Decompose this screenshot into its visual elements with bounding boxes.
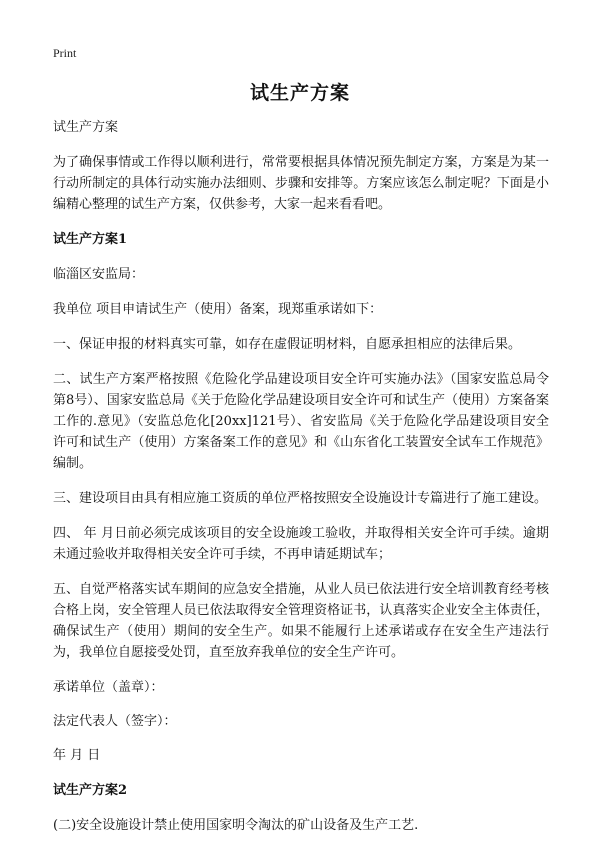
sign-date: 年 月 日 — [53, 748, 101, 763]
opening-paragraph: 我单位 项目申请试生产（使用）备案，现郑重承诺如下： — [53, 302, 383, 317]
sign-representative: 法定代表人（签字）： — [53, 714, 177, 729]
section2-item-1: (二)安全设施设计禁止使用国家明令淘汰的矿山设备及生产工艺. — [53, 818, 419, 833]
section-heading-2: 试生产方案2 — [53, 783, 128, 798]
commitment-item-4: 四、 年 月日前必须完成该项目的安全设施竣工验收，并取得相关安全许可手续。逾期未通过验收并取得相关安全许可手续，不再申请延期试车； — [53, 526, 549, 562]
commitment-item-5: 五、自觉严格落实试车期间的应急安全措施，从业人员已依法进行安全培训教育经考核合格上岗，安全管理人员已依法取得安全管理资格证书，认真落实企业安全主体责任，确保试生产（使用）期间的安全生产。如果不能履行上述承诺或存在安全生产违法行为，我单位自愿接受处罚，直至放弃我单位的安全生产许可。 — [53, 582, 549, 660]
print-link[interactable]: Print — [53, 46, 77, 60]
commitment-item-1: 一、保证申报的材料真实可靠，如存在虚假证明材料，自愿承担相应的法律后果。 — [53, 337, 522, 352]
commitment-item-2: 二、试生产方案严格按照《危险化学品建设项目安全许可实施办法》（国家安监总局令第8号）、国家安监总局《关于危险化学品建设项目安全许可和试生产（使用）方案备案工作的.意见》（安监总危化[20xx]121号）、省安监局《关于危险化学品建设项目安全许可和试生产（使用）方案备案工作的意见》和《山东省化工装置安全试车工作规范》编制。 — [53, 372, 549, 471]
sign-unit: 承诺单位（盖章）： — [53, 680, 164, 695]
section-heading-1: 试生产方案1 — [53, 232, 128, 247]
document-body — [53, 117, 549, 850]
subtitle: 试生产方案 — [53, 120, 119, 135]
page-title: 试生产方案 — [249, 82, 350, 104]
intro-paragraph: 为了确保事情或工作得以顺利进行，常常要根据具体情况预先制定方案，方案是为某一行动所制定的具体行动实施办法细则、步骤和安排等。方案应该怎么制定呢？下面是小编精心整理的试生产方案，仅供参考，大家一起来看看吧。 — [53, 155, 549, 212]
salutation: 临淄区安监局： — [53, 267, 145, 282]
commitment-item-3: 三、建设项目由具有相应施工资质的单位严格按照安全设施设计专篇进行了施工建设。 — [53, 491, 548, 506]
